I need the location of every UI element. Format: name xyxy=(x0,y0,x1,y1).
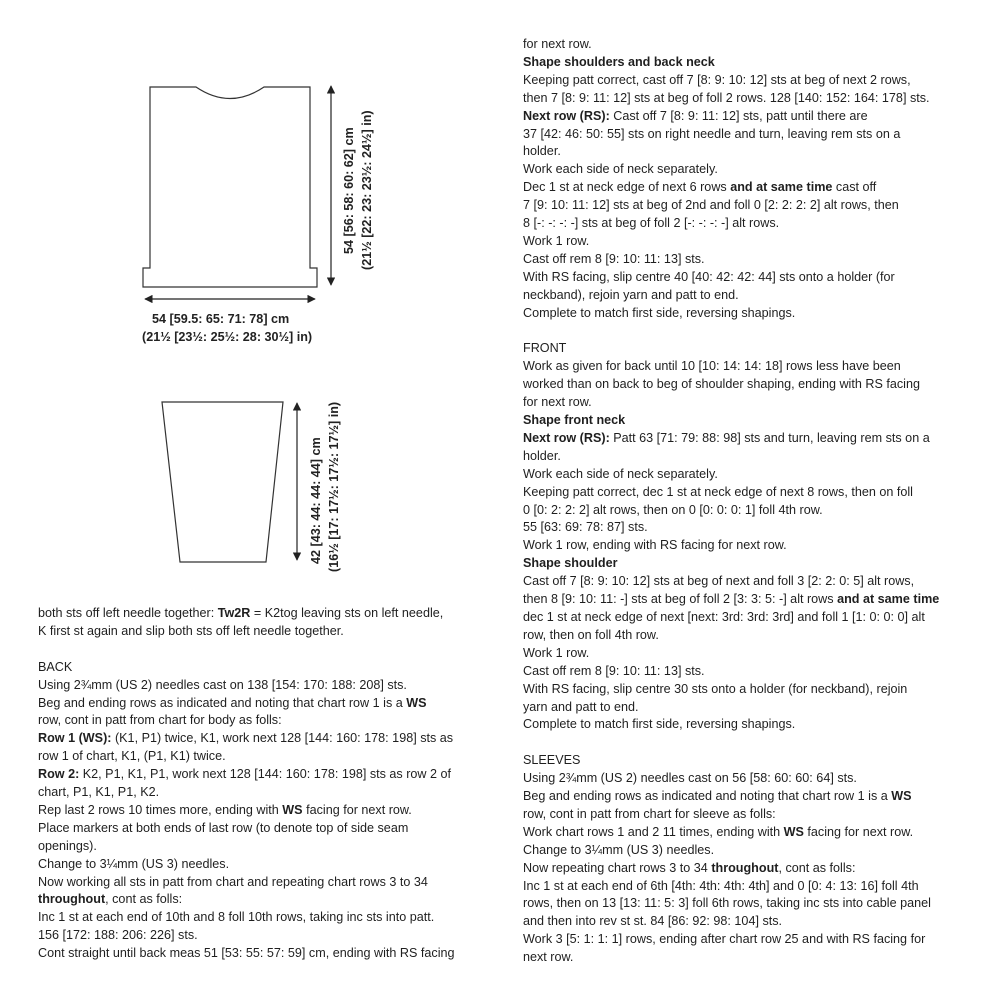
text-line: openings). xyxy=(38,838,97,853)
text-line: Row 1 (WS): (K1, P1) twice, K1, work next 128 [144: 160: 178: 198] sts as xyxy=(38,731,454,746)
text-line: neckband), rejoin yarn and patt to end. xyxy=(523,287,739,302)
text-line: Change to 3¼mm (US 3) needles. xyxy=(38,856,230,871)
text-line: Inc 1 st at each end of 6th [4th: 4th: 4th: 4th] and 0 [0: 4: 13: 16] foll 4th xyxy=(523,878,919,893)
text-line: Beg and ending rows as indicated and noting that chart row 1 is a WS xyxy=(523,789,912,804)
text-line: Complete to match first side, reversing shapings. xyxy=(523,305,796,320)
text-line: Dec 1 st at neck edge of next 6 rows and at same time cast off xyxy=(523,180,877,195)
left-column xyxy=(38,605,483,963)
text-line: next row. xyxy=(523,950,574,965)
text-line: Now repeating chart rows 3 to 34 throughout, cont as folls: xyxy=(523,860,856,875)
text-line: Keeping patt correct, cast off 7 [8: 9: 10: 12] sts at beg of next 2 rows, xyxy=(523,72,911,87)
text-line: worked than on back to beg of shoulder shaping, ending with RS facing xyxy=(523,377,920,392)
text-line: Inc 1 st at each end of 10th and 8 foll 10th rows, taking inc sts into patt. xyxy=(38,910,435,925)
text-line: row 1 of chart, K1, (P1, K1) twice. xyxy=(38,749,226,764)
right-column xyxy=(523,36,973,967)
text-line: 55 [63: 69: 78: 87] sts. xyxy=(523,520,648,535)
text-line: 8 [-: -: -: -] sts at beg of foll 2 [-: -: -: -] alt rows. xyxy=(523,216,780,231)
text-line: chart, P1, K1, P1, K2. xyxy=(38,785,160,800)
text-line: 156 [172: 188: 206: 226] sts. xyxy=(38,928,198,943)
shape-shoulders-heading: Shape shoulders and back neck xyxy=(523,54,715,69)
text-line: Using 2¾mm (US 2) needles cast on 138 [154: 170: 188: 208] sts. xyxy=(38,677,407,692)
text-line: Cast off rem 8 [9: 10: 11: 13] sts. xyxy=(523,251,705,266)
front-heading: FRONT xyxy=(523,341,567,356)
sleeve-length-label-in: (16½ [17: 17½: 17½: 17½] in) xyxy=(327,401,341,572)
text-line: then 7 [8: 9: 11: 12] sts at beg of foll 2 rows. 128 [140: 152: 164: 178] sts. xyxy=(523,90,930,105)
text-line: Work chart rows 1 and 2 11 times, ending with WS facing for next row. xyxy=(523,824,914,839)
text-line: Change to 3¼mm (US 3) needles. xyxy=(523,842,715,857)
text-line: Row 2: K2, P1, K1, P1, work next 128 [144: 160: 178: 198] sts as row 2 of xyxy=(38,767,452,782)
text-line: With RS facing, slip centre 30 sts onto a holder (for neckband), rejoin xyxy=(523,681,908,696)
shape-shoulder-heading: Shape shoulder xyxy=(523,556,618,571)
text-line: Using 2¾mm (US 2) needles cast on 56 [58: 60: 60: 64] sts. xyxy=(523,771,857,786)
text-line: row, then on foll 4th row. xyxy=(523,627,659,642)
intro-line: K first st again and slip both sts off left needle together. xyxy=(38,623,344,638)
text-line: Now working all sts in patt from chart and repeating chart rows 3 to 34 xyxy=(38,874,428,889)
text-line: Rep last 2 rows 10 times more, ending with WS facing for next row. xyxy=(38,802,412,817)
text-line: Work as given for back until 10 [10: 14: 14: 18] rows less have been xyxy=(523,359,901,374)
text-line: Work 1 row. xyxy=(523,645,590,660)
text-line: for next row. xyxy=(523,37,592,51)
back-heading: BACK xyxy=(38,659,73,674)
body-outline xyxy=(143,87,317,287)
text-line: Place markers at both ends of last row (to denote top of side seam xyxy=(38,820,409,835)
text-line: Work 1 row. xyxy=(523,233,590,248)
body-length-label: 54 [56: 58: 60: 62] cm xyxy=(342,127,356,254)
body-width-label: 54 [59.5: 65: 71: 78] cm xyxy=(152,312,290,326)
text-line: row, cont in patt from chart for body as folls: xyxy=(38,713,282,728)
sleeve-outline xyxy=(162,402,283,562)
text-line: Beg and ending rows as indicated and noting that chart row 1 is a WS xyxy=(38,695,427,710)
text-line: Work 1 row, ending with RS facing for next row. xyxy=(523,538,787,553)
text-line: Next row (RS): Cast off 7 [8: 9: 11: 12] sts, patt until there are xyxy=(523,108,868,123)
sleeve-length-label: 42 [43: 44: 44: 44] cm xyxy=(309,437,323,564)
text-line: Work 3 [5: 1: 1: 1] rows, ending after chart row 25 and with RS facing for xyxy=(523,932,926,947)
text-line: rows, then on 13 [13: 11: 5: 3] foll 6th rows, taking inc sts into cable panel xyxy=(523,896,931,911)
body-width-label-in: (21½ [23½: 25½: 28: 30½] in) xyxy=(142,330,313,344)
text-line: Complete to match first side, reversing shapings. xyxy=(523,717,796,732)
text-line: yarn and patt to end. xyxy=(523,699,639,714)
shape-front-neck-heading: Shape front neck xyxy=(523,413,626,428)
text-line: Work each side of neck separately. xyxy=(523,466,718,481)
text-line: 0 [0: 2: 2: 2] alt rows, then on 0 [0: 0: 0: 1] foll 4th row. xyxy=(523,502,823,517)
text-line: Cast off 7 [8: 9: 10: 12] sts at beg of next and foll 3 [2: 2: 0: 5] alt rows, xyxy=(523,574,915,589)
text-line: With RS facing, slip centre 40 [40: 42: 42: 44] sts onto a holder (for xyxy=(523,269,895,284)
text-line: and then into rev st st. 84 [86: 92: 98: 104] sts. xyxy=(523,914,783,929)
text-line: holder. xyxy=(523,144,561,159)
sleeves-heading: SLEEVES xyxy=(523,753,581,768)
text-line: throughout, cont as folls: xyxy=(38,892,183,907)
text-line: holder. xyxy=(523,448,561,463)
text-line: 37 [42: 46: 50: 55] sts on right needle and turn, leaving rem sts on a xyxy=(523,126,901,141)
text-line: Work each side of neck separately. xyxy=(523,162,718,177)
intro-line: both sts off left needle together: Tw2R = K2tog leaving sts on left needle, xyxy=(38,606,444,620)
text-line: for next row. xyxy=(523,395,592,410)
text-line: 7 [9: 10: 11: 12] sts at beg of 2nd and foll 0 [2: 2: 2: 2] alt rows, then xyxy=(523,198,899,213)
text-line: Cont straight until back meas 51 [53: 55: 57: 59] cm, ending with RS facing xyxy=(38,946,455,961)
body-length-label-in: (21½ [22: 23: 23½: 24½] in) xyxy=(360,110,374,270)
text-line: row, cont in patt from chart for sleeve as folls: xyxy=(523,806,776,821)
text-line: Keeping patt correct, dec 1 st at neck edge of next 8 rows, then on foll xyxy=(523,484,913,499)
text-line: Cast off rem 8 [9: 10: 11: 13] sts. xyxy=(523,663,705,678)
text-line: Next row (RS): Patt 63 [71: 79: 88: 98] sts and turn, leaving rem sts on a xyxy=(523,430,930,445)
text-line: then 8 [9: 10: 11: -] sts at beg of foll 2 [3: 3: 5: -] alt rows and at same time xyxy=(523,592,940,607)
text-line: dec 1 st at neck edge of next [next: 3rd: 3rd: 3rd] and foll 1 [1: 0: 0: 0] alt xyxy=(523,609,925,624)
